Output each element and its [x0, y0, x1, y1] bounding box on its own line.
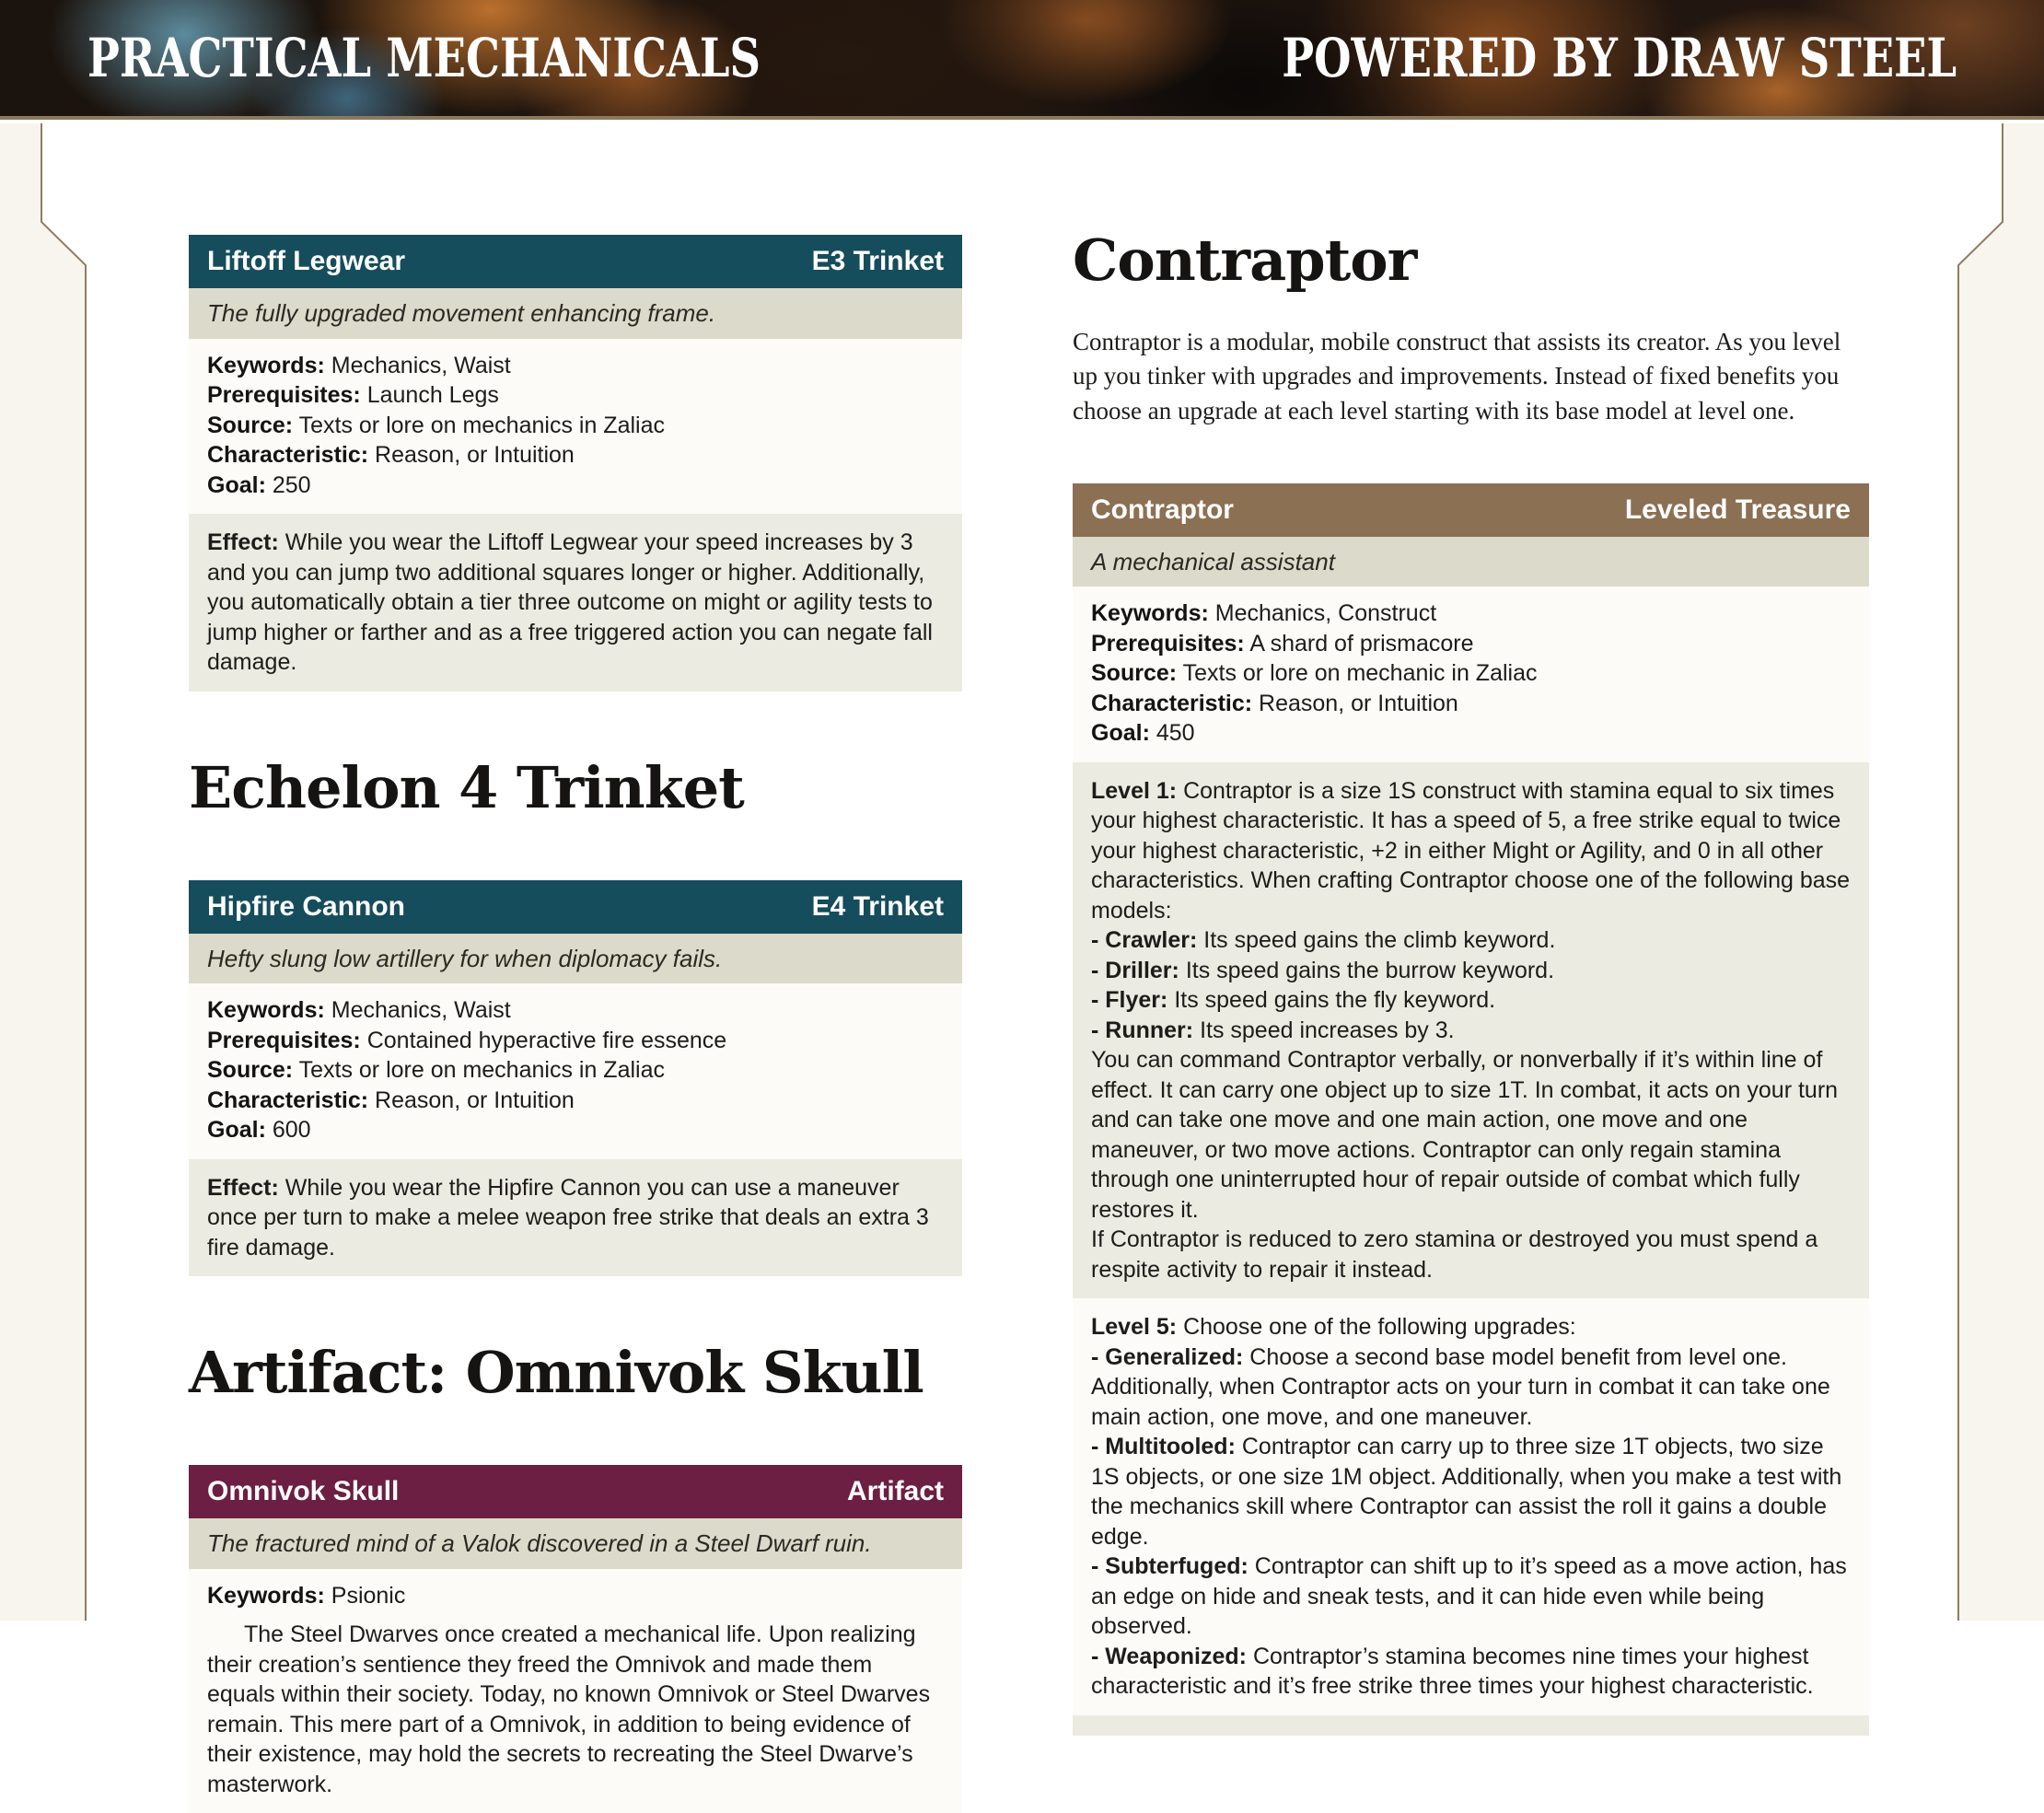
- item-stats: [1073, 587, 1869, 762]
- level-5-section: [1073, 1298, 1869, 1715]
- item-tier: E3 Trinket: [811, 246, 944, 276]
- upgrade-bullet: - Subterfuged: Contraptor can shift up to it’s speed as a move action, has an edge on hide and sneak tests, and it can hide even while being observed.: [1091, 1553, 1847, 1640]
- stat-line: Source: Texts or lore on mechanics in Zaliac: [207, 412, 665, 438]
- page-banner: [0, 0, 2044, 120]
- level-1-section: [1073, 762, 1869, 1299]
- section-heading-contraptor: Contraptor: [1073, 227, 1417, 294]
- hipfire-header: [189, 880, 962, 934]
- item-name: Contraptor: [1091, 494, 1234, 525]
- item-effect: [189, 514, 962, 691]
- upgrade-bullet: - Flyer: Its speed gains the fly keyword.: [1091, 987, 1496, 1014]
- stat-line: Characteristic: Reason, or Intuition: [207, 1087, 575, 1113]
- item-flavor: A mechanical assistant: [1073, 537, 1869, 587]
- stat-line: Keywords: Mechanics, Construct: [1091, 600, 1437, 627]
- upgrade-bullet: - Generalized: Choose a second base model benefit from level one. Additionally, when Contraptor acts on your turn in combat it can take one main action, one move, and one maneuver.: [1091, 1343, 1830, 1430]
- upgrade-bullet: - Multitooled: Contraptor can carry up to three size 1T objects, two size 1S objects, or one size 1M object. Additionally, when you make a test with the mechanics skill where Contraptor can assist the roll it gains a double edge.: [1091, 1434, 1842, 1550]
- item-tier: Artifact: [846, 1476, 944, 1507]
- item-tier: E4 Trinket: [811, 890, 944, 922]
- right-column: [1073, 227, 1869, 1736]
- stat-line: Prerequisites: A shard of prismacore: [1091, 630, 1474, 657]
- statblock-hipfire-cannon: [189, 880, 962, 1277]
- omnivok-header: [189, 1465, 962, 1518]
- effect-label: Effect:: [207, 1174, 279, 1201]
- upgrade-bullet: - Weaponized: Contraptor’s stamina becomes nine times your highest characteristic and it’s free strike three times your highest characteristic.: [1091, 1643, 1814, 1700]
- item-flavor: The fully upgraded movement enhancing frame.: [189, 288, 962, 339]
- stat-line: Keywords: Mechanics, Waist: [207, 997, 511, 1024]
- liftoff-header: [189, 235, 962, 288]
- stat-line: Characteristic: Reason, or Intuition: [1091, 690, 1458, 716]
- left-column: [189, 235, 962, 1813]
- level-1-intro-text: Contraptor is a size 1S construct with stamina equal to six times your highest characteristic. It has a speed of 5, a free strike equal to twice your highest characteristic, +2 in either Might or Agility, and 0 in all other characteristics. When crafting Contraptor choose one of the following base models:: [1091, 777, 1851, 924]
- banner-tagline: POWERED BY DRAW STEEL: [1282, 27, 1957, 89]
- stat-line: Prerequisites: Launch Legs: [207, 382, 499, 408]
- effect-text: While you wear the Hipfire Cannon you can use a maneuver once per turn to make a melee weapon free strike that deals an extra 3 fire damage.: [207, 1174, 929, 1261]
- level-1-paragraph: You can command Contraptor verbally, or nonverbally if it’s within line of effect. It can carry one object up to size 1T. In combat, it acts on your turn and can take one move and one main action, one move and one maneuver, or two move actions. Contraptor can only regain stamina through one uninterrupted hour of repair outside of combat which fully restores it.: [1091, 1047, 1839, 1223]
- item-stats: [189, 1569, 962, 1813]
- level-1-bullet-list: [1091, 925, 1851, 1045]
- stat-line: Goal: 250: [207, 471, 311, 498]
- stat-list: [207, 1581, 944, 1611]
- next-level-row-partial: [1073, 1715, 1869, 1736]
- item-flavor: Hefty slung low artillery for when diplomacy fails.: [189, 934, 962, 984]
- stat-line: Goal: 450: [1091, 720, 1195, 747]
- stat-line: Characteristic: Reason, or Intuition: [207, 442, 575, 468]
- statblock-omnivok-skull: [189, 1465, 962, 1813]
- upgrade-bullet: - Driller: Its speed gains the burrow keyword.: [1091, 957, 1555, 983]
- contraptor-intro-paragraph: Contraptor is a modular, mobile construct that assists its creator. As you level up you tinker with upgrades and improvements. Instead of fixed benefits you choose an upgrade at each level starting with its base model at level one.: [1073, 328, 1841, 424]
- level-1-label: Level 1:: [1091, 777, 1178, 804]
- effect-text: While you wear the Liftoff Legwear your speed increases by 3 and you can jump two additional squares longer or higher. Additionally, you automatically obtain a tier three outcome on might or agility tests to jump higher or farther and as a free triggered action you can negate fall damage.: [207, 529, 933, 675]
- statblock-liftoff-legwear: [189, 235, 962, 691]
- stat-line: Keywords: Mechanics, Waist: [207, 352, 511, 378]
- item-stats: [189, 983, 962, 1159]
- item-name: Omnivok Skull: [207, 1476, 400, 1507]
- level-5-bullet-list: [1091, 1342, 1851, 1702]
- stat-line: Source: Texts or lore on mechanic in Zaliac: [1091, 660, 1538, 687]
- stat-line: Goal: 600: [207, 1117, 311, 1144]
- item-effect: [189, 1159, 962, 1277]
- section-heading-artifact-omnivok-skull: Artifact: Omnivok Skull: [189, 1339, 923, 1407]
- item-lore: The Steel Dwarves once created a mechanical life. Upon realizing their creation’s sentience they freed the Omnivok and made them equals within their society. Today, no known Omnivok or Steel Dwarves remain. This mere part of a Omnivok, in addition to being evidence of their existence, may hold the secrets to recreating the Steel Dwarve’s masterwork.: [207, 1621, 931, 1797]
- item-stats: [189, 339, 962, 515]
- level-1-paragraphs: [1091, 1045, 1851, 1284]
- item-name: Liftoff Legwear: [207, 246, 405, 276]
- stat-line: Source: Texts or lore on mechanics in Zaliac: [207, 1057, 665, 1084]
- item-name: Hipfire Cannon: [207, 890, 405, 922]
- item-flavor: The fractured mind of a Valok discovered in a Steel Dwarf ruin.: [189, 1518, 962, 1569]
- statblock-contraptor: [1073, 483, 1869, 1736]
- banner-title: PRACTICAL MECHANICALS: [87, 27, 761, 89]
- level-5-intro-text: Choose one of the following upgrades:: [1183, 1314, 1576, 1341]
- level-5-intro: [1091, 1312, 1851, 1342]
- level-1-intro: [1091, 776, 1851, 926]
- effect-label: Effect:: [207, 529, 279, 555]
- upgrade-bullet: - Runner: Its speed increases by 3.: [1091, 1017, 1455, 1043]
- section-heading-echelon-4-trinket: Echelon 4 Trinket: [189, 753, 744, 821]
- stat-line: Prerequisites: Contained hyperactive fire essence: [207, 1027, 727, 1053]
- level-5-label: Level 5:: [1091, 1314, 1178, 1341]
- contraptor-header: [1073, 483, 1869, 537]
- level-1-paragraph: If Contraptor is reduced to zero stamina or destroyed you must spend a respite activity to repair it instead.: [1091, 1226, 1818, 1283]
- stat-line: Keywords: Psionic: [207, 1582, 406, 1609]
- item-tier: Leveled Treasure: [1624, 494, 1851, 525]
- upgrade-bullet: - Crawler: Its speed gains the climb keyword.: [1091, 927, 1556, 954]
